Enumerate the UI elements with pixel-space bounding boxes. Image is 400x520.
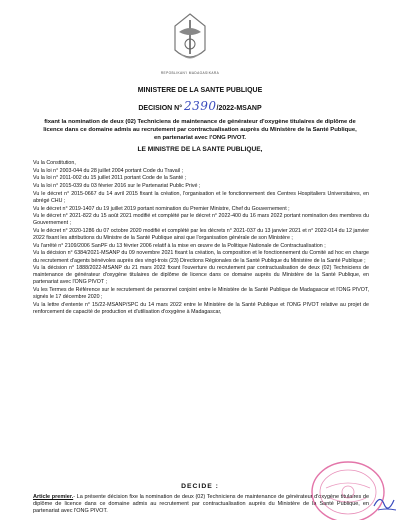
decision-number: 2390 bbox=[183, 99, 217, 113]
consideration-item: Vu le décret n° 2019-1407 du 19 juillet 2019 portant nomination du Premier Ministre, Chef du Gouvernement ; bbox=[33, 205, 290, 212]
consideration-item: Vu la lettre d'entente n° 15/22-MSANP/SPC du 14 mars 2022 entre le Ministère de la Santé Publique et l'ONG PIVOT relative au projet de renforcement de capacité de production et d'utilisation d'oxygène à Madagascar, bbox=[33, 301, 369, 315]
article-label: Article premier. bbox=[33, 494, 74, 500]
decision-subject: fixant la nomination de deux (02) Techniciens de maintenance de générateur d'oxygène titulaires de diplôme de licence dans ce domaine admis au recrutement par contractualisation auprès du Ministère de la Santé Publique, en partenariat avec l'ONG PIVOT. bbox=[43, 119, 357, 142]
consideration-item: Vu la décision n° 1888/2022-MSANP du 21 mars 2022 fixant l'ouverture du recrutement par contractualisation de deux (02) Techniciens de maintenance de générateur d'oxygène titulaires de diplôme de licence dans ce domaine auprès du Ministère de la Santé Publique, en partenariat avec l'ONG PIVOT ; bbox=[33, 265, 369, 286]
decide-heading: DECIDE : bbox=[181, 483, 219, 490]
decision-prefix: DECISION N° bbox=[138, 105, 182, 112]
article-text: - La présente décision fixe la nomination de deux (02) Techniciens de maintenance de générateur d'oxygène titulaires de diplôme de licence dans ce domaine admis au recrutement par contractualisation auprès du Ministère de la Santé Publique, en partenariat avec l'ONG PIVOT. bbox=[33, 494, 369, 515]
consideration-item: Vu le décret n° 2020-1286 du 07 octobre 2020 modifié et complété par les décrets n° 2021-037 du 13 janvier 2021 et n° 2022-014 du 12 janvier 2022 fixant les attributions du Ministre de la Santé Publique ainsi que l'organisation générale de son Ministère ; bbox=[33, 228, 369, 242]
consideration-item: Vu le décret n° 2021-822 du 15 août 2021 modifié et complété par le décret n° 2022-400 du 16 mars 2022 portant nomination des membres du Gouvernement ; bbox=[33, 213, 369, 227]
consideration-item: Vu la décision n° 6384/2021-MSANP du 09 novembre 2021 fixant la création, la composition et le fonctionnement du Comité ad hoc en charge du recrutement d'agents bénévoles auprès des vingt-trois (23) Directions Régionales de la Santé Publique du Ministère de la Santé Publique ; bbox=[33, 250, 369, 264]
consideration-item: Vu le décret n° 2015-0667 du 14 avril 2015 fixant la création, l'organisation et le fonctionnement des Centres Hospitaliers Universitaires, en abrégé CHU ; bbox=[33, 190, 369, 204]
national-emblem-icon bbox=[167, 10, 213, 70]
minister-heading: LE MINISTRE DE LA SANTE PUBLIQUE, bbox=[137, 146, 263, 153]
consideration-item: Vu la loi n° 2011-002 du 15 juillet 2011 portant Code de la Santé ; bbox=[33, 175, 187, 182]
consideration-item: Vu la Constitution, bbox=[33, 160, 76, 166]
decision-suffix: /2022-MSANP bbox=[216, 105, 262, 112]
consideration-item: Vu les Termes de Référence sur le recrutement de personnel conjoint entre le Ministère de la Santé Publique de Madagascar et l'ONG PIVOT, signés le 17 décembre 2020 ; bbox=[33, 287, 369, 301]
consideration-item: Vu la loi n° 2003-044 du 28 juillet 2004 portant Code du Travail ; bbox=[33, 167, 184, 174]
consideration-item: Vu la loi n° 2015-039 du 03 février 2016 sur le Partenariat Public Privé ; bbox=[33, 183, 201, 190]
ministry-heading: MINISTERE DE LA SANTE PUBLIQUE bbox=[137, 87, 263, 94]
decision-title bbox=[0, 99, 400, 116]
consideration-item: Vu l'arrêté n° 2109/2006 SanPF du 13 février 2006 relatif à la mise en œuvre de la Politique Nationale de Contractualisation ; bbox=[33, 242, 326, 249]
emblem-caption: REPOBLIKAN'I MADAGASIKARA bbox=[160, 71, 220, 75]
considerations-list bbox=[33, 160, 369, 317]
signature-icon bbox=[372, 492, 398, 514]
